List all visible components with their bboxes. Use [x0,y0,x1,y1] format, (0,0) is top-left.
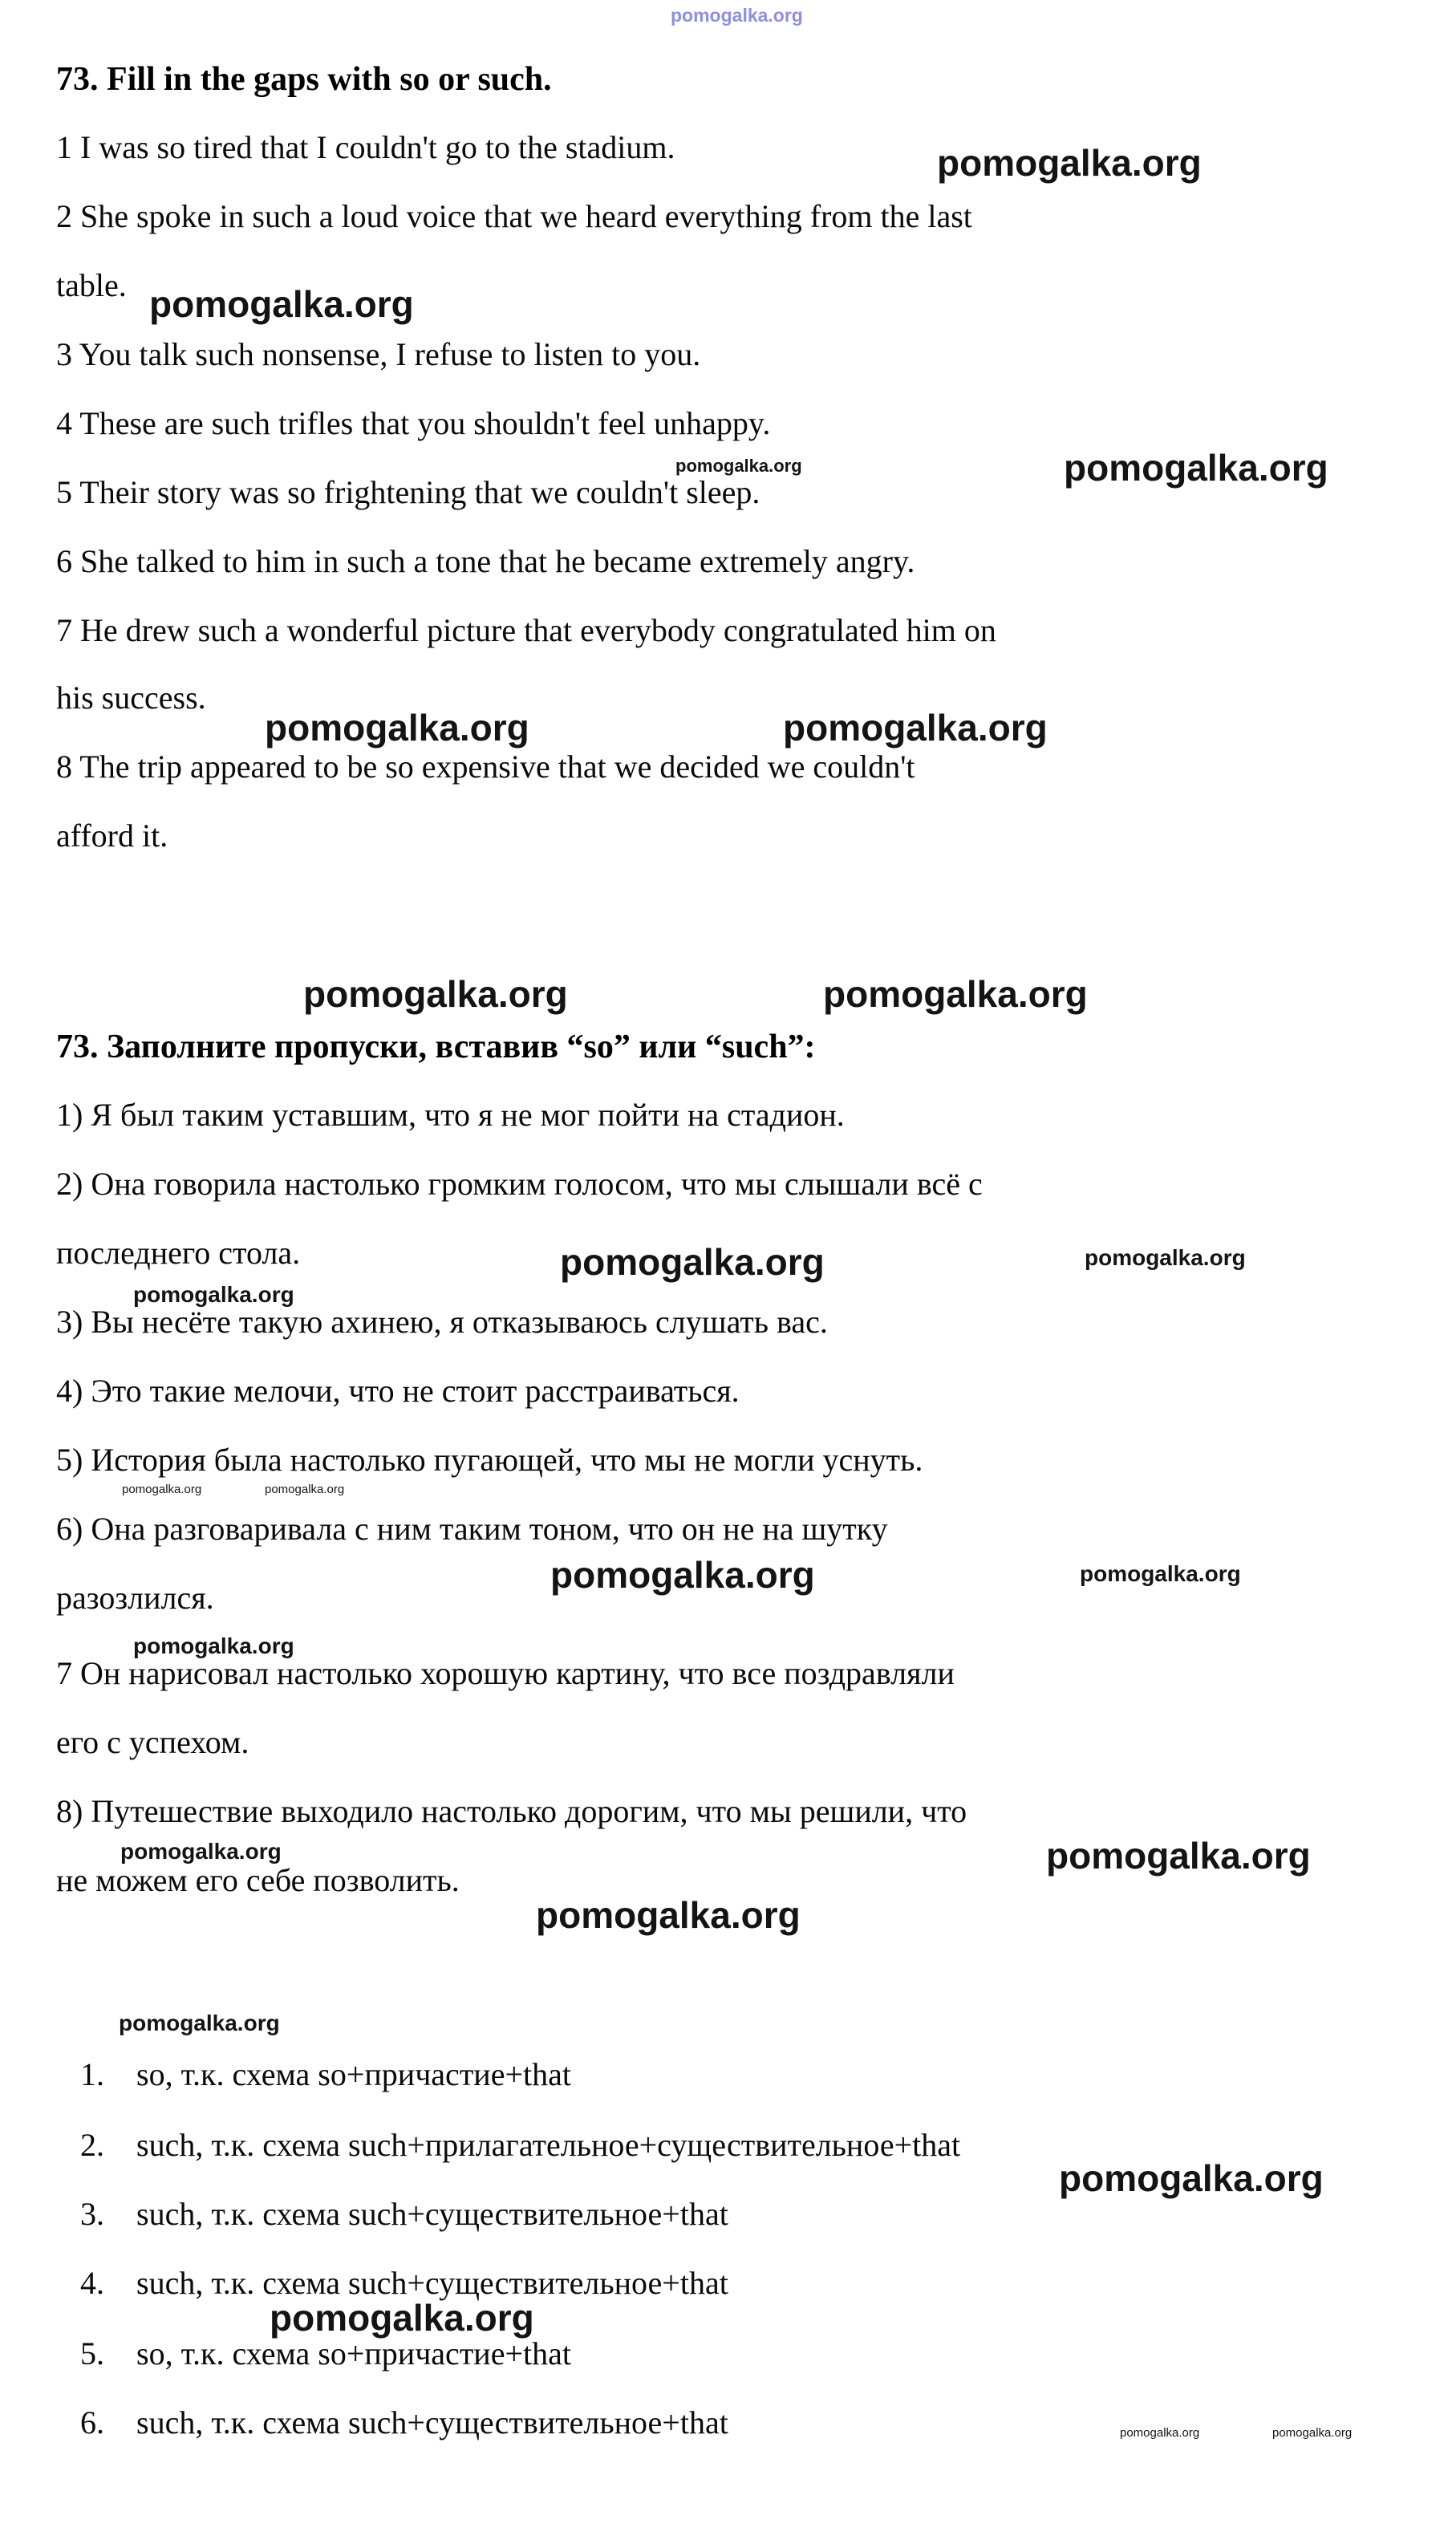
en-line-6: 5 Their story was so frightening that we couldn't sleep. [56,474,760,510]
watermark: pomogalka.org [783,707,1048,749]
answer-text: such, т.к. схема such+прилагательное+существительное+that [136,2127,961,2163]
en-line-10: 8 The trip appeared to be so expensive that we decided we couldn't [56,749,915,785]
watermark: pomogalka.org [133,1633,294,1658]
answer-text: such, т.к. схема such+существительное+that [136,2196,728,2232]
exercise-title-english: 73. Fill in the gaps with so or such. [56,61,552,98]
en-line-7: 6 She talked to him in such a tone that he became extremely angry. [56,543,915,579]
watermark: pomogalka.org [1059,2157,1324,2199]
answer-number: 5. [80,2335,104,2372]
ru-line-2: 2) Она говорила настолько громким голосом, что мы слышали всё с [56,1166,983,1202]
ru-line-7: 6) Она разговаривала с ним таким тоном, что он не на шутку [56,1511,888,1547]
watermark: pomogalka.org [1120,2426,1200,2440]
ru-line-1: 1) Я был таким уставшим, что я не мог пойти на стадион. [56,1097,845,1133]
watermark: pomogalka.org [1064,447,1328,489]
answer-number: 4. [80,2265,104,2301]
ru-line-6: 5) История была настолько пугающей, что мы не могли уснуть. [56,1442,923,1478]
ru-line-9: 7 Он нарисовал настолько хорошую картину, что все поздравляли [56,1655,955,1691]
watermark: pomogalka.org [1046,1835,1311,1877]
answer-number: 6. [80,2404,104,2441]
watermark: pomogalka.org [675,456,802,476]
watermark: pomogalka.org [133,1282,294,1307]
watermark: pomogalka.org [823,973,1088,1015]
watermark: pomogalka.org [265,707,529,749]
en-line-8: 7 He drew such a wonderful picture that everybody congratulated him on [56,612,996,648]
watermark: pomogalka.org [1080,1561,1241,1586]
ru-line-3: последнего стола. [56,1235,301,1271]
en-line-5: 4 These are such trifles that you shouldn't feel unhappy. [56,405,771,441]
answer-text: such, т.к. схема such+существительное+that [136,2265,728,2301]
en-line-4: 3 You talk such nonsense, I refuse to listen to you. [56,336,701,372]
en-line-1: 1 I was so tired that I couldn't go to the stadium. [56,129,675,165]
watermark: pomogalka.org [270,2297,534,2339]
answer-text: so, т.к. схема so+причастие+that [136,2335,571,2372]
watermark: pomogalka.org [303,973,568,1015]
ru-line-11: 8) Путешествие выходило настолько дорогим, что мы решили, что [56,1793,967,1829]
answer-text: so, т.к. схема so+причастие+that [136,2056,571,2092]
en-line-3: table. [56,267,127,303]
watermark: pomogalka.org [119,2011,280,2035]
watermark: pomogalka.org [120,1839,282,1864]
en-line-11: afford it. [56,818,168,854]
watermark: pomogalka.org [122,1483,202,1496]
watermark: pomogalka.org [550,1554,815,1596]
watermark: pomogalka.org [937,142,1202,184]
en-line-2: 2 She spoke in such a loud voice that we heard everything from the last [56,198,972,234]
ru-line-12: не можем его себе позволить. [56,1862,460,1898]
answer-number: 3. [80,2196,104,2232]
ru-line-8: разозлился. [56,1580,214,1616]
ru-line-10: его с успехом. [56,1724,249,1760]
exercise-title-russian: 73. Заполните пропуски, вставив “so” или “such”: [56,1029,816,1065]
answer-number: 1. [80,2056,104,2092]
watermark: pomogalka.org [560,1241,825,1283]
watermark: pomogalka.org [536,1894,801,1936]
ru-line-4: 3) Вы несёте такую ахинею, я отказываюсь слушать вас. [56,1304,828,1340]
answer-text: such, т.к. схема such+существительное+that [136,2404,728,2441]
ru-line-5: 4) Это такие мелочи, что не стоит расстраиваться. [56,1373,740,1409]
answer-number: 2. [80,2127,104,2163]
watermark: pomogalka.org [265,1483,345,1496]
watermark: pomogalka.org [671,5,803,26]
watermark: pomogalka.org [1272,2426,1353,2440]
watermark: pomogalka.org [149,283,414,325]
en-line-9: his success. [56,680,206,716]
watermark: pomogalka.org [1085,1245,1246,1270]
